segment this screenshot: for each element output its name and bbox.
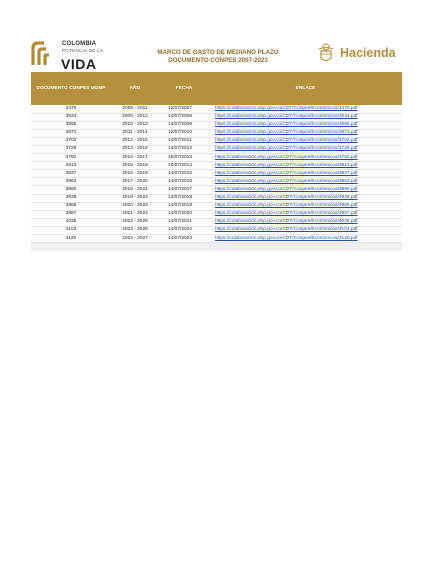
cell-documento: 3890: [65, 186, 77, 192]
table-row: [31, 194, 402, 202]
table-header: [31, 72, 402, 105]
cell-ano: 2011 - 2014: [122, 130, 148, 136]
cell-documento: 4120: [65, 235, 77, 241]
cell-ano: 2020 - 2023: [122, 203, 148, 209]
cell-fecha: 14/07/2019: [168, 203, 193, 209]
cell-ano: 2016 - 2019: [122, 170, 148, 176]
cell-enlace-link[interactable]: https://colaboracion.dnp.gov.co/CDT/Conpes/Económicos/4035.pdf: [215, 219, 358, 225]
table-row: [31, 137, 402, 145]
logo-line-1: COLOMBIA: [62, 41, 97, 47]
cell-fecha: 14/07/2017: [168, 186, 193, 192]
logo-line-2: POTENCIA DE LA: [62, 48, 104, 53]
cell-documento: 3965: [65, 203, 77, 209]
table-row: [31, 154, 402, 162]
cell-fecha: 15/07/2013: [168, 154, 193, 160]
cell-enlace-link[interactable]: https://colaboracion.dnp.gov.co/CDT/Conpes/Económicos/3863.pdf: [215, 178, 358, 184]
header-documento: DOCUMENTO CONPES MGMP: [36, 85, 106, 91]
table-footer-bar: [31, 243, 402, 251]
cell-documento: 3863: [65, 178, 77, 184]
cell-ano: 2019 - 2022: [122, 195, 148, 201]
table-row: [31, 178, 402, 186]
cell-ano: 2024 - 2027: [122, 235, 148, 241]
conpes-table: [31, 72, 402, 251]
cell-ano: 2009 - 2012: [122, 114, 148, 120]
cell-fecha: 14/07/2011: [168, 138, 192, 144]
table-row: [31, 186, 402, 194]
table-row: [31, 113, 402, 121]
cell-enlace-link[interactable]: https://colaboracion.dnp.gov.co/CDT/Conpes/Económicos/3997.pdf: [215, 211, 358, 217]
cell-ano: 2012 - 2015: [122, 138, 148, 144]
cell-documento: 3595: [65, 122, 77, 128]
title-line-2: DOCUMENTO CONPES 2007-2023: [168, 57, 268, 64]
cell-enlace-link[interactable]: https://colaboracion.dnp.gov.co/CDT/Conpes/Económicos/3938.pdf: [215, 195, 358, 201]
cell-enlace-link[interactable]: https://colaboracion.dnp.gov.co/CDT/Conpes/Económicos/3890.pdf: [215, 186, 358, 192]
cell-enlace-link[interactable]: https://colaboracion.dnp.gov.co/CDT/Conpes/Económicos/4120.pdf: [215, 235, 358, 241]
header-fecha: FECHA: [175, 85, 193, 91]
table-row: [31, 226, 402, 234]
table-row: [31, 162, 402, 170]
cell-fecha: 14/07/2016: [168, 178, 193, 184]
document-title: [138, 49, 298, 65]
header-enlace: ENLACE: [295, 85, 316, 91]
table-row: [31, 145, 402, 153]
cell-enlace-link[interactable]: https://colaboracion.dnp.gov.co/CDT/Conpes/Económicos/4103.pdf: [215, 227, 358, 233]
cell-documento: 3534: [65, 114, 77, 120]
cell-enlace-link[interactable]: https://colaboracion.dnp.gov.co/CDT/Conpes/Económicos/3813.pdf: [215, 162, 358, 168]
cell-documento: 3813: [65, 162, 77, 168]
table-row: [31, 202, 402, 210]
cell-enlace-link[interactable]: https://colaboracion.dnp.gov.co/CDT/Conpes/Económicos/3671.pdf: [215, 130, 358, 136]
cell-documento: 3671: [65, 130, 77, 136]
cell-fecha: 14/07/2022: [168, 227, 193, 233]
cell-fecha: 14/07/2008: [168, 114, 193, 120]
cell-enlace-link[interactable]: https://colaboracion.dnp.gov.co/CDT/Conpes/Económicos/3595.pdf: [215, 122, 358, 128]
logo-line-3: VIDA: [61, 56, 97, 72]
cell-fecha: 14/07/2020: [168, 211, 193, 217]
table-row: [31, 105, 402, 113]
cell-documento: 3479: [65, 106, 77, 111]
cell-fecha: 12/07/2010: [168, 130, 193, 136]
table-body: [31, 105, 402, 243]
cell-fecha: 14/07/2015: [168, 170, 193, 176]
cell-enlace-link[interactable]: https://colaboracion.dnp.gov.co/CDT/Conpes/Económicos/3702.pdf: [215, 138, 358, 144]
cell-fecha: 14/07/2021: [168, 219, 193, 225]
cell-enlace-link[interactable]: https://colaboracion.dnp.gov.co/CDT/Conpes/Económicos/3837.pdf: [215, 170, 358, 176]
coat-of-arms-icon: [316, 42, 336, 64]
hacienda-wordmark: Hacienda: [340, 46, 396, 60]
cell-ano: 2022 - 2025: [122, 219, 148, 225]
cell-ano: 2013 - 2016: [122, 146, 148, 152]
cell-enlace-link[interactable]: https://colaboracion.dnp.gov.co/CDT/Conpes/Económicos/3729.pdf: [215, 146, 358, 152]
cell-documento: 3997: [65, 211, 77, 217]
title-line-1: MARCO DE GASTO DE MEDIANO PLAZO: [157, 49, 279, 56]
table-row: [31, 121, 402, 129]
colombia-emblem-icon: [30, 40, 58, 68]
cell-ano: 2010 - 2013: [122, 122, 148, 128]
cell-fecha: 10/07/2014: [168, 162, 193, 168]
cell-ano: 2017 - 2020: [122, 178, 148, 184]
cell-documento: 3782: [65, 154, 77, 160]
header-ano: AÑO: [129, 85, 141, 91]
cell-enlace-link[interactable]: https://colaboracion.dnp.gov.co/CDT/Conpes/Económicos/3479.pdf: [215, 106, 358, 111]
table-row: [31, 129, 402, 137]
cell-ano: 2021 - 2024: [122, 211, 148, 217]
cell-fecha: 12/07/2007: [168, 106, 193, 111]
cell-enlace-link[interactable]: https://colaboracion.dnp.gov.co/CDT/Conpes/Económicos/3965.pdf: [215, 203, 358, 209]
cell-ano: 2018 - 2021: [122, 186, 148, 192]
cell-ano: 2015 - 2018: [122, 162, 148, 168]
cell-ano: 2014 - 2017: [122, 154, 148, 160]
cell-fecha: 14/07/2023: [168, 235, 193, 241]
cell-documento: 3729: [65, 146, 77, 152]
cell-fecha: 13/07/2018: [168, 195, 193, 201]
cell-documento: 4035: [65, 219, 77, 225]
table-row: [31, 218, 402, 226]
table-row: [31, 210, 402, 218]
cell-documento: 4103: [65, 227, 77, 233]
cell-documento: 3702: [65, 138, 77, 144]
table-row: [31, 170, 402, 178]
table-row: [31, 235, 402, 243]
cell-ano: 2023 - 2026: [122, 227, 148, 233]
cell-ano: 2008 - 2011: [122, 106, 148, 111]
cell-enlace-link[interactable]: https://colaboracion.dnp.gov.co/CDT/Conpes/Económicos/3534.pdf: [215, 114, 358, 120]
cell-fecha: 13/07/2012: [168, 146, 193, 152]
cell-documento: 3938: [65, 195, 77, 201]
hacienda-logo: [316, 42, 406, 66]
cell-enlace-link[interactable]: https://colaboracion.dnp.gov.co/CDT/Conpes/Económicos/3782.pdf: [215, 154, 358, 160]
cell-fecha: 13/07/2009: [168, 122, 193, 128]
cell-documento: 3837: [65, 170, 77, 176]
